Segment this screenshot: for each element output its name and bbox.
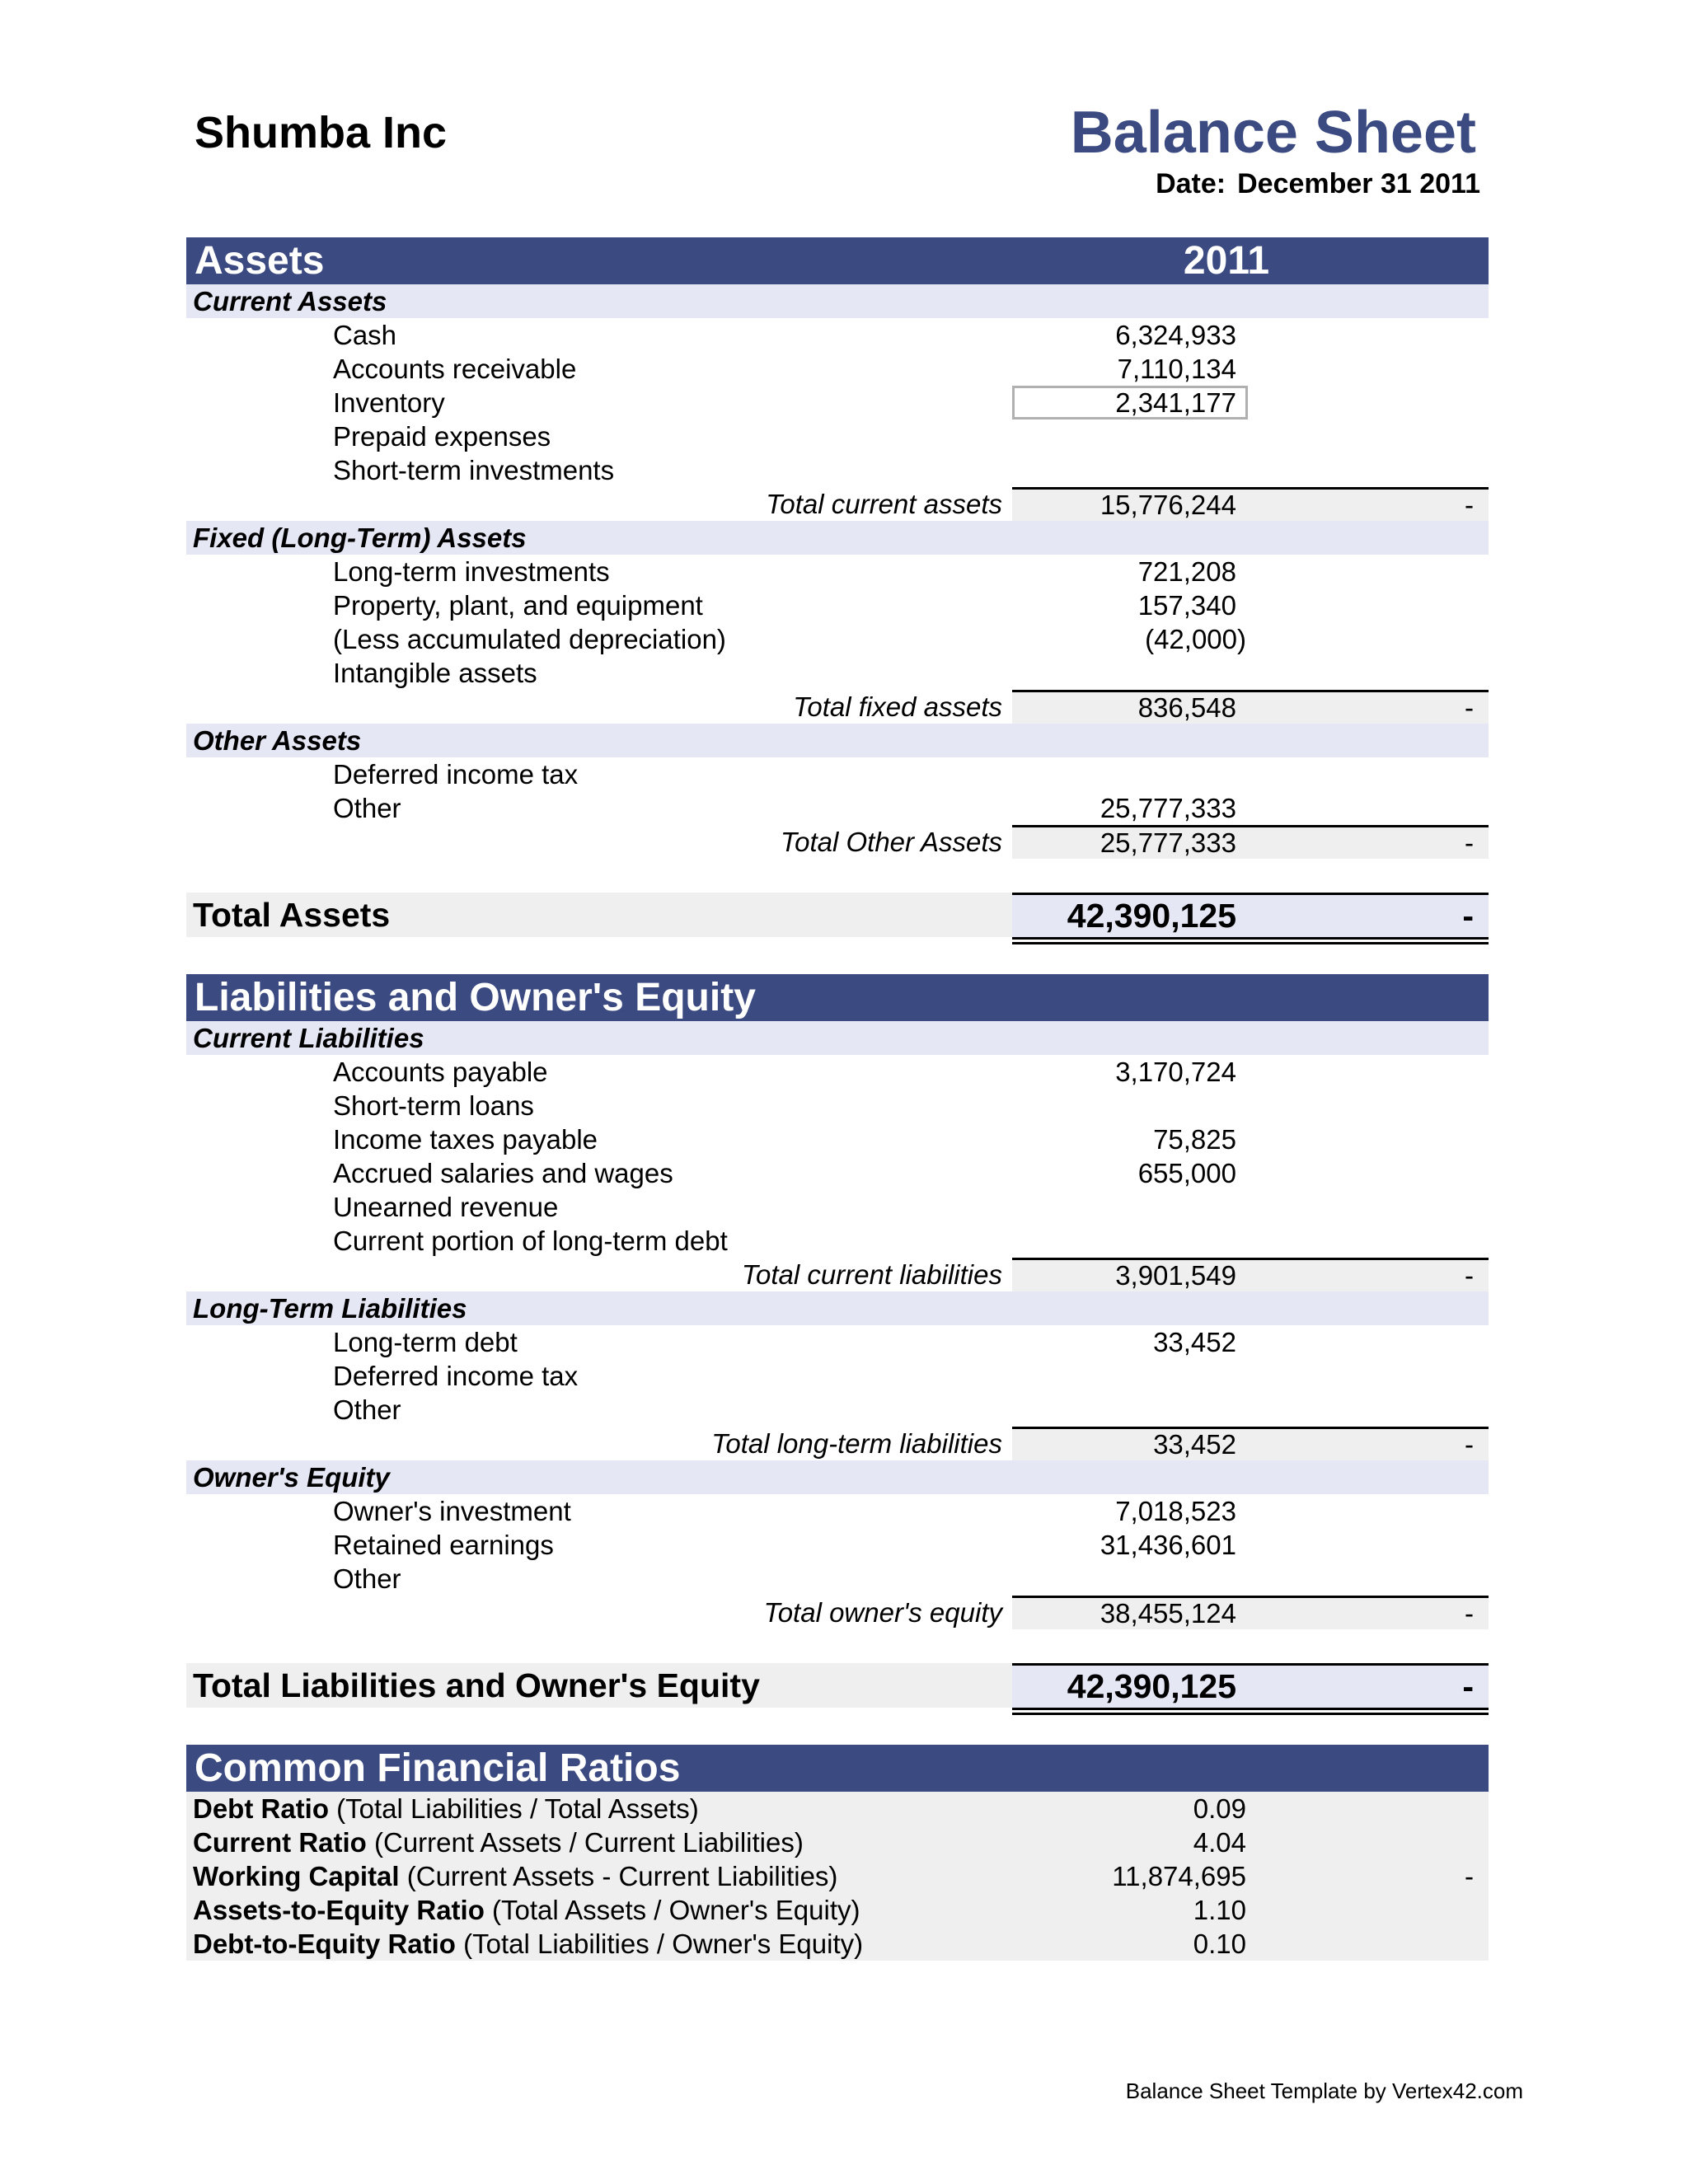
line-item-value[interactable]: 655,000 (1137, 1158, 1236, 1188)
ratio-formula: (Current Assets - Current Liabilities) (399, 1861, 838, 1891)
section-other-assets (186, 724, 1489, 757)
line-item-label: Deferred income tax (333, 759, 579, 790)
assets-heading: Assets (195, 239, 325, 283)
total-value[interactable]: 3,901,549 (1115, 1260, 1236, 1291)
line-item-label: Deferred income tax (333, 1361, 579, 1391)
ratio-label (193, 1825, 804, 1859)
ratio-name: Debt-to-Equity Ratio (193, 1929, 456, 1959)
line-item-value[interactable]: 31,436,601 (1100, 1530, 1236, 1560)
total-owners-equity-row (186, 1596, 1489, 1629)
total-dash[interactable]: - (1465, 827, 1474, 858)
line-item-label: Long-term debt (333, 1327, 518, 1357)
date-label: Date: (1156, 168, 1226, 199)
section-owners-equity (186, 1460, 1489, 1494)
ratio-label (193, 1893, 860, 1927)
line-item-prepaid-expenses (186, 419, 1489, 453)
line-item-value[interactable]: 157,340 (1137, 590, 1236, 621)
section-current-assets (186, 284, 1489, 318)
line-item-label: Short-term loans (333, 1090, 534, 1121)
total-other-assets-row (186, 825, 1489, 859)
total-label: Total current liabilities (741, 1259, 1002, 1290)
line-item-property-plant-equipment (186, 588, 1489, 622)
total-current-liabilities-row (186, 1258, 1489, 1291)
ratio-dash[interactable]: - (1465, 1861, 1474, 1891)
date-line (1156, 168, 1480, 200)
footer-credit[interactable]: Balance Sheet Template by Vertex42.com (1125, 2079, 1523, 2103)
ratio-label (193, 1792, 699, 1825)
line-item-label: Other (333, 793, 401, 823)
line-item-value[interactable]: 721,208 (1137, 556, 1236, 587)
line-item-income-taxes-payable (186, 1122, 1489, 1156)
line-item-inventory (186, 386, 1489, 419)
line-item-accounts-receivable (186, 352, 1489, 386)
section-current-liabilities (186, 1021, 1489, 1055)
total-cells (1012, 690, 1489, 724)
line-item-deferred-income-tax (186, 757, 1489, 791)
total-dash[interactable]: - (1465, 692, 1474, 723)
total-dash[interactable]: - (1465, 1260, 1474, 1291)
line-item-accounts-payable (186, 1055, 1489, 1089)
line-item-label: Long-term investments (333, 556, 610, 587)
ratio-value[interactable]: 4.04 (1193, 1827, 1246, 1858)
section-long-term-liabilities (186, 1291, 1489, 1325)
double-underline (186, 1708, 1489, 1718)
ratios-heading: Common Financial Ratios (195, 1746, 681, 1790)
total-value[interactable]: 15,776,244 (1100, 490, 1236, 520)
line-item-label: Cash (333, 320, 397, 350)
total-dash[interactable]: - (1465, 490, 1474, 520)
total-dash[interactable]: - (1465, 1598, 1474, 1629)
line-item-deferred-income-tax-liab (186, 1359, 1489, 1393)
ratio-name: Current Ratio (193, 1827, 367, 1858)
ratio-formula: (Total Liabilities / Owner's Equity) (455, 1929, 864, 1959)
line-item-value[interactable]: 7,110,134 (1117, 354, 1236, 384)
spacer (186, 1629, 1489, 1663)
total-label: Total Other Assets (780, 827, 1002, 857)
grand-total-cells (1012, 893, 1489, 937)
assets-header-band (186, 237, 1489, 284)
document-title: Balance Sheet (1070, 100, 1476, 166)
total-cells (1012, 1258, 1489, 1291)
grand-total-dash[interactable]: - (1462, 897, 1474, 935)
line-item-label: Accrued salaries and wages (333, 1158, 673, 1188)
line-item-label: Other (333, 1563, 401, 1594)
total-long-term-liabilities-row (186, 1427, 1489, 1460)
ratio-working-capital (186, 1859, 1489, 1893)
total-label: Total fixed assets (793, 691, 1002, 722)
line-item-label: Accounts receivable (333, 354, 577, 384)
ratio-current-ratio (186, 1825, 1489, 1859)
total-current-assets-row (186, 487, 1489, 521)
grand-total-label: Total Liabilities and Owner's Equity (193, 1666, 760, 1704)
section-heading: Current Liabilities (193, 1023, 424, 1053)
line-item-label: Other (333, 1394, 401, 1425)
total-value[interactable]: 25,777,333 (1100, 827, 1236, 858)
section-heading: Long-Term Liabilities (193, 1293, 467, 1324)
total-fixed-assets-row (186, 690, 1489, 724)
spacer (186, 859, 1489, 893)
line-item-label: Unearned revenue (333, 1192, 559, 1222)
line-item-value[interactable]: 25,777,333 (1100, 793, 1236, 823)
ratio-value[interactable]: 11,874,695 (1112, 1861, 1246, 1891)
section-heading: Current Assets (193, 286, 387, 316)
line-item-label: Income taxes payable (333, 1124, 598, 1155)
ratio-debt-to-equity (186, 1927, 1489, 1961)
total-cells (1012, 1427, 1489, 1460)
line-item-long-term-investments (186, 555, 1489, 588)
line-item-owners-investment (186, 1494, 1489, 1528)
line-item-short-term-loans (186, 1089, 1489, 1122)
line-item-value[interactable]: 6,324,933 (1115, 320, 1236, 350)
total-liabilities-equity-row (186, 1663, 1489, 1708)
ratio-value[interactable]: 1.10 (1193, 1895, 1246, 1925)
line-item-retained-earnings (186, 1528, 1489, 1562)
grand-total-label: Total Assets (193, 896, 391, 934)
spacer (186, 1718, 1489, 1745)
line-item-label: Prepaid expenses (333, 421, 551, 452)
year-column-header[interactable]: 2011 (1183, 239, 1270, 283)
line-item-accumulated-depreciation (186, 622, 1489, 656)
line-item-label: Property, plant, and equipment (333, 590, 703, 621)
ratio-formula: (Current Assets / Current Liabilities) (366, 1827, 804, 1858)
total-cells (1012, 487, 1489, 521)
line-item-label: Intangible assets (333, 658, 537, 688)
line-item-value[interactable]: 33,452 (1153, 1327, 1236, 1357)
total-label: Total current assets (766, 489, 1002, 519)
ratio-value[interactable]: 0.10 (1193, 1929, 1246, 1959)
ratio-name: Debt Ratio (193, 1793, 329, 1824)
liabilities-heading: Liabilities and Owner's Equity (195, 976, 756, 1019)
grand-total-cells (1012, 1663, 1489, 1708)
section-heading: Fixed (Long-Term) Assets (193, 523, 527, 553)
ratio-name: Assets-to-Equity Ratio (193, 1895, 485, 1925)
section-heading: Owner's Equity (193, 1462, 390, 1493)
line-item-value[interactable]: 3,170,724 (1115, 1057, 1236, 1087)
total-value[interactable]: 38,455,124 (1100, 1598, 1236, 1629)
balance-sheet-table (186, 237, 1489, 1961)
line-item-label: Accounts payable (333, 1057, 548, 1087)
line-item-accrued-salaries (186, 1156, 1489, 1190)
line-item-value[interactable]: 75,825 (1153, 1124, 1236, 1155)
total-assets-row (186, 893, 1489, 937)
line-item-other-assets (186, 791, 1489, 825)
ratio-label (193, 1927, 863, 1961)
line-item-value[interactable]: 7,018,523 (1115, 1496, 1236, 1526)
ratio-label (193, 1859, 837, 1893)
ratio-assets-to-equity (186, 1893, 1489, 1927)
line-item-long-term-debt (186, 1325, 1489, 1359)
line-item-intangible-assets (186, 656, 1489, 690)
ratio-formula: (Total Assets / Owner's Equity) (484, 1895, 860, 1925)
line-item-label: Current portion of long-term debt (333, 1226, 728, 1256)
total-dash[interactable]: - (1465, 1429, 1474, 1460)
total-value[interactable]: 33,452 (1153, 1429, 1236, 1460)
line-item-value[interactable]: 2,341,177 (1115, 387, 1236, 418)
line-item-value[interactable]: (42,000) (1145, 624, 1246, 654)
line-item-current-portion-ltd (186, 1224, 1489, 1258)
line-item-label: Short-term investments (333, 455, 615, 485)
line-item-other-equity (186, 1562, 1489, 1596)
line-item-cash (186, 318, 1489, 352)
total-label: Total owner's equity (763, 1597, 1002, 1628)
line-item-label: (Less accumulated depreciation) (333, 624, 726, 654)
ratio-value[interactable]: 0.09 (1193, 1793, 1246, 1824)
ratio-name: Working Capital (193, 1861, 400, 1891)
company-name: Shumba Inc (195, 108, 448, 157)
line-item-short-term-investments (186, 453, 1489, 487)
ratio-debt-ratio (186, 1792, 1489, 1825)
ratio-formula: (Total Liabilities / Total Assets) (329, 1793, 699, 1824)
total-value[interactable]: 836,548 (1137, 692, 1236, 723)
total-cells (1012, 825, 1489, 859)
line-item-other-liabilities (186, 1393, 1489, 1427)
grand-total-value[interactable]: 42,390,125 (1067, 1667, 1236, 1705)
section-heading: Other Assets (193, 725, 362, 756)
date-value: December 31 2011 (1237, 168, 1480, 199)
line-item-label: Retained earnings (333, 1530, 554, 1560)
total-label: Total long-term liabilities (711, 1428, 1002, 1459)
liabilities-header-band (186, 974, 1489, 1021)
double-underline (186, 937, 1489, 947)
section-fixed-assets (186, 521, 1489, 555)
grand-total-value[interactable]: 42,390,125 (1067, 897, 1236, 935)
total-cells (1012, 1596, 1489, 1629)
line-item-label: Inventory (333, 387, 445, 418)
ratios-header-band (186, 1745, 1489, 1792)
line-item-label: Owner's investment (333, 1496, 571, 1526)
grand-total-dash[interactable]: - (1462, 1667, 1474, 1705)
line-item-unearned-revenue (186, 1190, 1489, 1224)
spacer (186, 947, 1489, 974)
